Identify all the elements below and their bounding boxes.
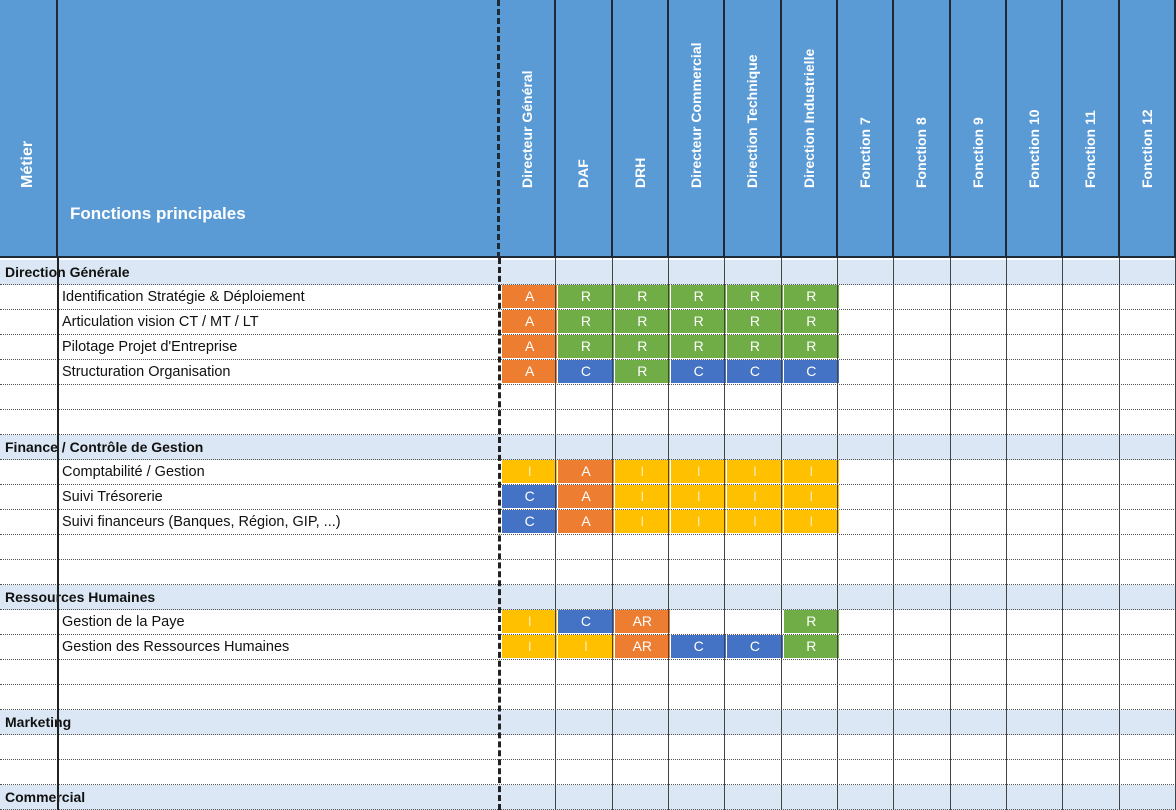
section-row xyxy=(0,260,1176,285)
header-metier-label: Métier xyxy=(19,140,36,188)
raci-cell[interactable]: C xyxy=(727,360,782,383)
grid-line xyxy=(781,258,782,810)
raci-cell[interactable]: R xyxy=(727,310,782,333)
raci-cell[interactable]: C xyxy=(502,510,557,533)
empty-row xyxy=(0,410,1176,435)
section-row xyxy=(0,435,1176,460)
empty-row xyxy=(0,660,1176,685)
raci-cell[interactable]: R xyxy=(784,610,839,633)
section-label: Marketing xyxy=(5,714,72,730)
grid-line xyxy=(668,258,669,810)
header-fonctions-principales xyxy=(58,0,500,258)
raci-cell[interactable]: I xyxy=(502,610,557,633)
function-label: Structuration Organisation xyxy=(62,364,231,380)
function-label: Articulation vision CT / MT / LT xyxy=(62,314,259,330)
column-header xyxy=(1007,0,1063,258)
column-header-label: Fonction 12 xyxy=(1138,109,1155,188)
column-header xyxy=(894,0,950,258)
raci-cell[interactable]: I xyxy=(502,460,557,483)
column-header xyxy=(725,0,781,258)
function-label: Suivi Trésorerie xyxy=(62,489,163,505)
raci-cell[interactable]: AR xyxy=(615,610,670,633)
function-label: Identification Stratégie & Déploiement xyxy=(62,289,305,305)
raci-cell[interactable]: A xyxy=(558,460,613,483)
section-label: Ressources Humaines xyxy=(5,589,156,605)
raci-cell[interactable]: I xyxy=(615,460,670,483)
column-header xyxy=(838,0,894,258)
raci-cell[interactable]: C xyxy=(502,485,557,508)
empty-row xyxy=(0,535,1176,560)
raci-cell[interactable]: I xyxy=(671,460,726,483)
section-label: Commercial xyxy=(5,789,86,805)
raci-cell[interactable]: I xyxy=(784,510,839,533)
raci-cell[interactable]: A xyxy=(502,360,557,383)
grid-line xyxy=(837,258,838,810)
column-header-label: Direction Technique xyxy=(744,54,761,188)
empty-row xyxy=(0,760,1176,785)
raci-cell[interactable]: I xyxy=(558,635,613,658)
function-label: Suivi financeurs (Banques, Région, GIP, ...) xyxy=(62,514,341,530)
function-row xyxy=(0,510,1176,535)
raci-cell[interactable]: R xyxy=(558,310,613,333)
section-label: Finance / Contrôle de Gestion xyxy=(5,439,204,455)
column-header xyxy=(500,0,556,258)
grid-line xyxy=(57,258,59,810)
raci-cell[interactable]: I xyxy=(615,510,670,533)
section-row xyxy=(0,785,1176,810)
header-fonctions-label: Fonctions principales xyxy=(70,204,246,223)
column-header-label: DRH xyxy=(631,157,648,188)
section-row xyxy=(0,710,1176,735)
raci-cell[interactable]: I xyxy=(727,460,782,483)
raci-cell[interactable]: I xyxy=(502,635,557,658)
empty-row xyxy=(0,560,1176,585)
raci-cell[interactable]: R xyxy=(615,310,670,333)
raci-cell[interactable]: C xyxy=(671,635,726,658)
raci-cell[interactable]: C xyxy=(784,360,839,383)
raci-cell[interactable]: I xyxy=(727,485,782,508)
raci-cell[interactable]: AR xyxy=(615,635,670,658)
raci-cell[interactable]: I xyxy=(671,510,726,533)
raci-cell[interactable]: C xyxy=(671,360,726,383)
column-header-label: Fonction 9 xyxy=(969,117,986,188)
raci-cell[interactable]: R xyxy=(615,285,670,308)
grid-line xyxy=(893,258,894,810)
column-header-label: Fonction 11 xyxy=(1082,110,1099,188)
function-label: Gestion des Ressources Humaines xyxy=(62,639,290,655)
raci-cell[interactable]: R xyxy=(727,285,782,308)
raci-cell[interactable]: R xyxy=(671,310,726,333)
raci-cell[interactable]: R xyxy=(558,285,613,308)
raci-cell[interactable]: R xyxy=(671,335,726,358)
grid-line xyxy=(950,258,951,810)
grid-line xyxy=(1006,258,1007,810)
function-label: Comptabilité / Gestion xyxy=(62,464,205,480)
grid-line xyxy=(498,258,501,810)
column-header-label: Fonction 8 xyxy=(913,117,930,188)
column-header xyxy=(951,0,1007,258)
raci-cell[interactable]: R xyxy=(615,335,670,358)
column-header xyxy=(1120,0,1176,258)
column-header-label: Directeur Commercial xyxy=(688,42,705,188)
raci-cell[interactable]: R xyxy=(784,285,839,308)
raci-cell[interactable]: I xyxy=(784,485,839,508)
function-row xyxy=(0,335,1176,360)
raci-cell[interactable]: I xyxy=(615,485,670,508)
column-header xyxy=(782,0,838,258)
raci-cell[interactable]: R xyxy=(558,335,613,358)
grid-line xyxy=(555,258,556,810)
column-header xyxy=(613,0,669,258)
column-header-label: Directeur Général xyxy=(519,70,536,188)
function-row xyxy=(0,610,1176,635)
grid-line xyxy=(724,258,725,810)
function-row xyxy=(0,310,1176,335)
section-label: Direction Générale xyxy=(5,264,130,280)
column-header-label: Fonction 10 xyxy=(1026,109,1043,188)
raci-cell[interactable]: A xyxy=(502,310,557,333)
column-header-label: DAF xyxy=(575,159,592,188)
function-row xyxy=(0,285,1176,310)
function-row xyxy=(0,460,1176,485)
function-label: Gestion de la Paye xyxy=(62,614,185,630)
function-row xyxy=(0,360,1176,385)
raci-cell[interactable]: I xyxy=(784,460,839,483)
empty-row xyxy=(0,735,1176,760)
raci-cell[interactable]: A xyxy=(558,485,613,508)
raci-cell[interactable]: R xyxy=(615,360,670,383)
raci-cell[interactable]: C xyxy=(558,610,613,633)
column-header-label: Direction Industrielle xyxy=(800,48,817,188)
grid-line xyxy=(612,258,613,810)
raci-cell[interactable]: R xyxy=(671,285,726,308)
raci-cell[interactable]: I xyxy=(727,510,782,533)
function-label: Pilotage Projet d'Entreprise xyxy=(62,339,238,355)
column-header-label: Fonction 7 xyxy=(857,117,874,188)
raci-cell[interactable]: R xyxy=(784,635,839,658)
column-header xyxy=(556,0,612,258)
function-row xyxy=(0,485,1176,510)
empty-row xyxy=(0,385,1176,410)
section-row xyxy=(0,585,1176,610)
empty-row xyxy=(0,685,1176,710)
grid-line xyxy=(1119,258,1120,810)
header-metier xyxy=(0,0,58,258)
column-header xyxy=(669,0,725,258)
grid-line xyxy=(1062,258,1063,810)
raci-cell[interactable]: R xyxy=(727,335,782,358)
raci-cell[interactable]: C xyxy=(558,360,613,383)
raci-cell[interactable]: A xyxy=(558,510,613,533)
raci-cell[interactable]: I xyxy=(671,485,726,508)
raci-cell[interactable]: C xyxy=(727,635,782,658)
raci-cell[interactable]: A xyxy=(502,335,557,358)
column-header xyxy=(1063,0,1119,258)
raci-cell[interactable]: R xyxy=(784,335,839,358)
function-row xyxy=(0,635,1176,660)
raci-cell[interactable]: A xyxy=(502,285,557,308)
raci-cell[interactable]: R xyxy=(784,310,839,333)
